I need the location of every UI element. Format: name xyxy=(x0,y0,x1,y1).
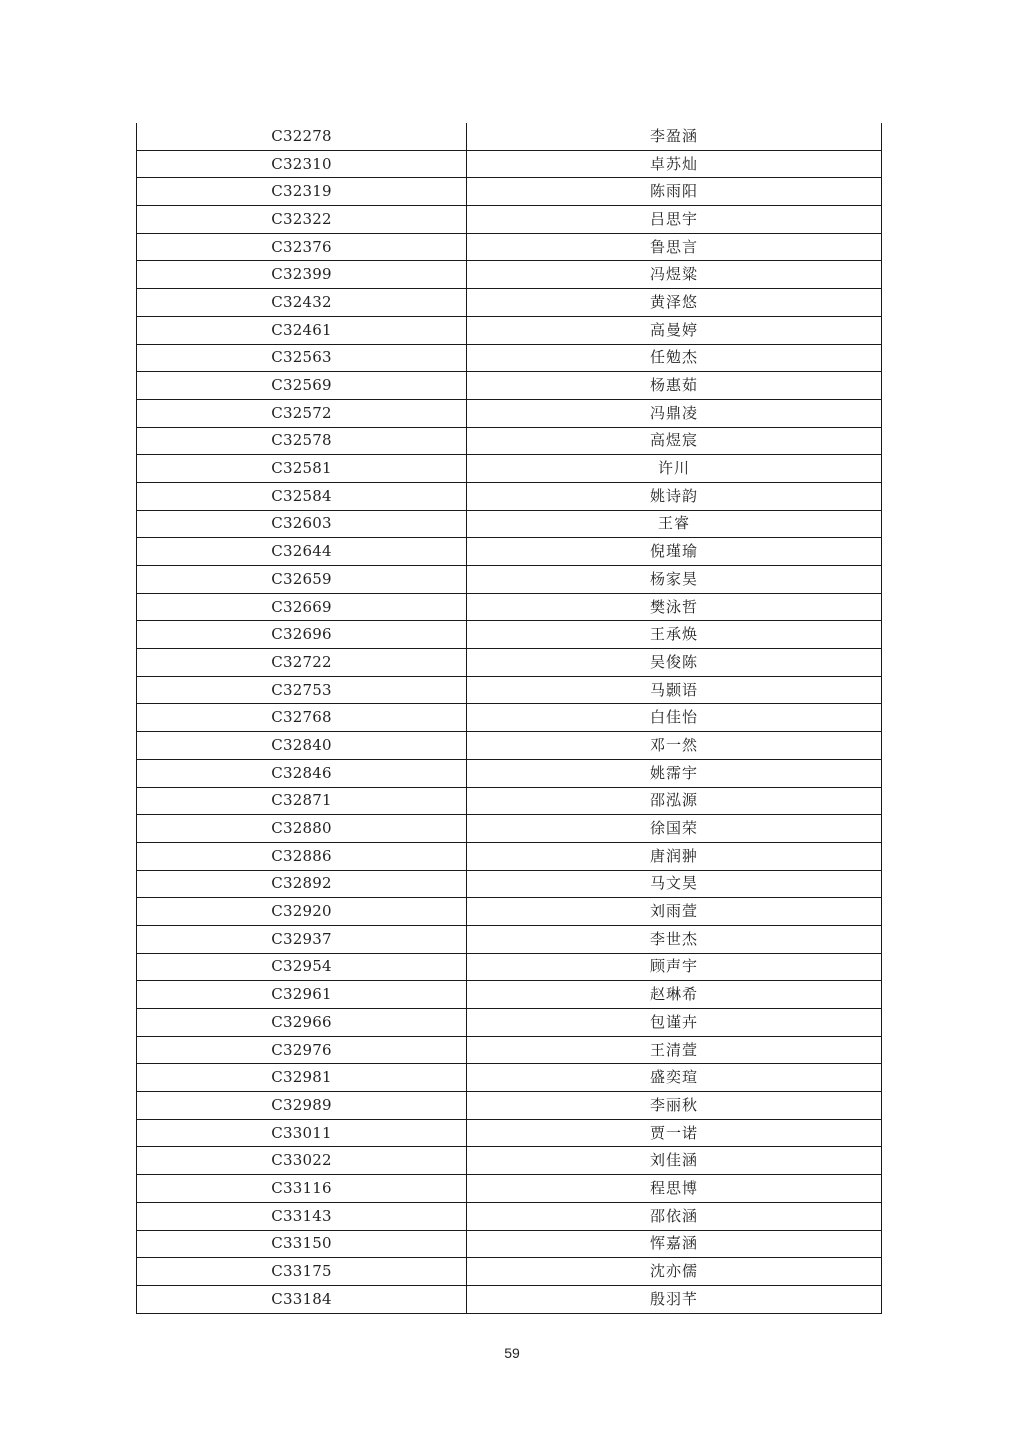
table-row xyxy=(137,1009,882,1037)
student-name-cell: 王睿 xyxy=(467,510,882,538)
student-name-cell: 包谨卉 xyxy=(467,1009,882,1037)
student-id-cell: C32696 xyxy=(137,621,467,649)
student-id-cell: C32880 xyxy=(137,815,467,843)
student-id-cell: C32976 xyxy=(137,1036,467,1064)
table-row xyxy=(137,1119,882,1147)
student-name-cell: 顾声宇 xyxy=(467,953,882,981)
table-row xyxy=(137,787,882,815)
table-row xyxy=(137,1147,882,1175)
student-name-cell: 吴俊陈 xyxy=(467,649,882,677)
student-id-cell: C32846 xyxy=(137,759,467,787)
student-id-cell: C33116 xyxy=(137,1175,467,1203)
student-id-cell: C32920 xyxy=(137,898,467,926)
student-name-cell: 唐润翀 xyxy=(467,842,882,870)
table-row xyxy=(137,1092,882,1120)
table-row xyxy=(137,925,882,953)
student-id-cell: C32981 xyxy=(137,1064,467,1092)
table-row xyxy=(137,593,882,621)
student-id-cell: C33150 xyxy=(137,1230,467,1258)
student-name-cell: 徐国荣 xyxy=(467,815,882,843)
student-id-cell: C32322 xyxy=(137,206,467,234)
table-row xyxy=(137,732,882,760)
student-id-cell: C32278 xyxy=(137,123,467,150)
table-row xyxy=(137,427,882,455)
table-row xyxy=(137,150,882,178)
student-name-cell: 白佳怡 xyxy=(467,704,882,732)
table-row xyxy=(137,455,882,483)
student-id-cell: C32578 xyxy=(137,427,467,455)
student-name-cell: 鲁思言 xyxy=(467,233,882,261)
student-id-cell: C32644 xyxy=(137,538,467,566)
table-row xyxy=(137,233,882,261)
student-id-cell: C32954 xyxy=(137,953,467,981)
table-row xyxy=(137,759,882,787)
student-id-cell: C32989 xyxy=(137,1092,467,1120)
table-row xyxy=(137,206,882,234)
student-id-cell: C32961 xyxy=(137,981,467,1009)
student-name-cell: 冯鼎凌 xyxy=(467,399,882,427)
student-name-cell: 任勉杰 xyxy=(467,344,882,372)
student-id-cell: C32603 xyxy=(137,510,467,538)
student-name-cell: 冯煜粱 xyxy=(467,261,882,289)
student-name-cell: 许川 xyxy=(467,455,882,483)
student-name-cell: 姚霈宇 xyxy=(467,759,882,787)
table-row xyxy=(137,1064,882,1092)
student-name-cell: 刘雨萱 xyxy=(467,898,882,926)
table-row xyxy=(137,178,882,206)
student-id-cell: C32319 xyxy=(137,178,467,206)
student-id-cell: C32886 xyxy=(137,842,467,870)
table-row xyxy=(137,1036,882,1064)
table-row xyxy=(137,289,882,317)
page-number: 59 xyxy=(504,1345,520,1361)
table-row xyxy=(137,1230,882,1258)
student-id-cell: C33011 xyxy=(137,1119,467,1147)
student-name-cell: 赵琳希 xyxy=(467,981,882,1009)
student-name-cell: 陈雨阳 xyxy=(467,178,882,206)
student-id-cell: C32768 xyxy=(137,704,467,732)
table-row xyxy=(137,510,882,538)
student-name-cell: 马文昊 xyxy=(467,870,882,898)
student-name-cell: 恽嘉涵 xyxy=(467,1230,882,1258)
student-id-cell: C32399 xyxy=(137,261,467,289)
table-row xyxy=(137,316,882,344)
student-name-cell: 杨惠茹 xyxy=(467,372,882,400)
student-name-cell: 殷羽芊 xyxy=(467,1285,882,1313)
roster-table-body xyxy=(137,123,882,1313)
student-name-cell: 姚诗韵 xyxy=(467,482,882,510)
student-name-cell: 李世杰 xyxy=(467,925,882,953)
student-name-cell: 黄泽悠 xyxy=(467,289,882,317)
table-row xyxy=(137,676,882,704)
student-id-cell: C33022 xyxy=(137,1147,467,1175)
student-id-cell: C32937 xyxy=(137,925,467,953)
table-row xyxy=(137,566,882,594)
table-row xyxy=(137,704,882,732)
table-row xyxy=(137,1175,882,1203)
student-id-cell: C33175 xyxy=(137,1258,467,1286)
student-id-cell: C33143 xyxy=(137,1202,467,1230)
table-row xyxy=(137,815,882,843)
student-name-cell: 李盈涵 xyxy=(467,123,882,150)
student-name-cell: 王承焕 xyxy=(467,621,882,649)
table-row xyxy=(137,538,882,566)
student-name-cell: 吕思宇 xyxy=(467,206,882,234)
student-name-cell: 李丽秋 xyxy=(467,1092,882,1120)
table-row xyxy=(137,123,882,150)
student-id-cell: C32892 xyxy=(137,870,467,898)
student-name-cell: 程思博 xyxy=(467,1175,882,1203)
table-row xyxy=(137,399,882,427)
student-name-cell: 马颢语 xyxy=(467,676,882,704)
table-row xyxy=(137,953,882,981)
student-name-cell: 邓一然 xyxy=(467,732,882,760)
student-id-cell: C32563 xyxy=(137,344,467,372)
student-id-cell: C32581 xyxy=(137,455,467,483)
student-id-cell: C32753 xyxy=(137,676,467,704)
student-name-cell: 王清萱 xyxy=(467,1036,882,1064)
student-name-cell: 盛奕瑄 xyxy=(467,1064,882,1092)
student-name-cell: 倪瑾瑜 xyxy=(467,538,882,566)
roster-table xyxy=(136,123,882,1314)
student-name-cell: 高曼婷 xyxy=(467,316,882,344)
student-id-cell: C32584 xyxy=(137,482,467,510)
student-id-cell: C32871 xyxy=(137,787,467,815)
student-name-cell: 刘佳涵 xyxy=(467,1147,882,1175)
table-row xyxy=(137,898,882,926)
student-name-cell: 邵泓源 xyxy=(467,787,882,815)
student-id-cell: C32966 xyxy=(137,1009,467,1037)
table-row xyxy=(137,870,882,898)
student-id-cell: C33184 xyxy=(137,1285,467,1313)
student-id-cell: C32310 xyxy=(137,150,467,178)
student-name-cell: 杨家昊 xyxy=(467,566,882,594)
student-id-cell: C32569 xyxy=(137,372,467,400)
table-row xyxy=(137,482,882,510)
table-row xyxy=(137,1258,882,1286)
student-name-cell: 邵依涵 xyxy=(467,1202,882,1230)
student-id-cell: C32376 xyxy=(137,233,467,261)
student-name-cell: 樊泳哲 xyxy=(467,593,882,621)
student-name-cell: 卓苏灿 xyxy=(467,150,882,178)
student-id-cell: C32461 xyxy=(137,316,467,344)
table-row xyxy=(137,621,882,649)
table-row xyxy=(137,1285,882,1313)
student-id-cell: C32669 xyxy=(137,593,467,621)
table-row xyxy=(137,1202,882,1230)
table-row xyxy=(137,981,882,1009)
student-id-cell: C32840 xyxy=(137,732,467,760)
table-row xyxy=(137,842,882,870)
table-row xyxy=(137,649,882,677)
student-name-cell: 贾一诺 xyxy=(467,1119,882,1147)
table-row xyxy=(137,372,882,400)
table-row xyxy=(137,261,882,289)
student-name-cell: 高煜宸 xyxy=(467,427,882,455)
student-id-cell: C32722 xyxy=(137,649,467,677)
student-id-cell: C32572 xyxy=(137,399,467,427)
student-id-cell: C32659 xyxy=(137,566,467,594)
student-name-cell: 沈亦儒 xyxy=(467,1258,882,1286)
table-row xyxy=(137,344,882,372)
student-id-cell: C32432 xyxy=(137,289,467,317)
